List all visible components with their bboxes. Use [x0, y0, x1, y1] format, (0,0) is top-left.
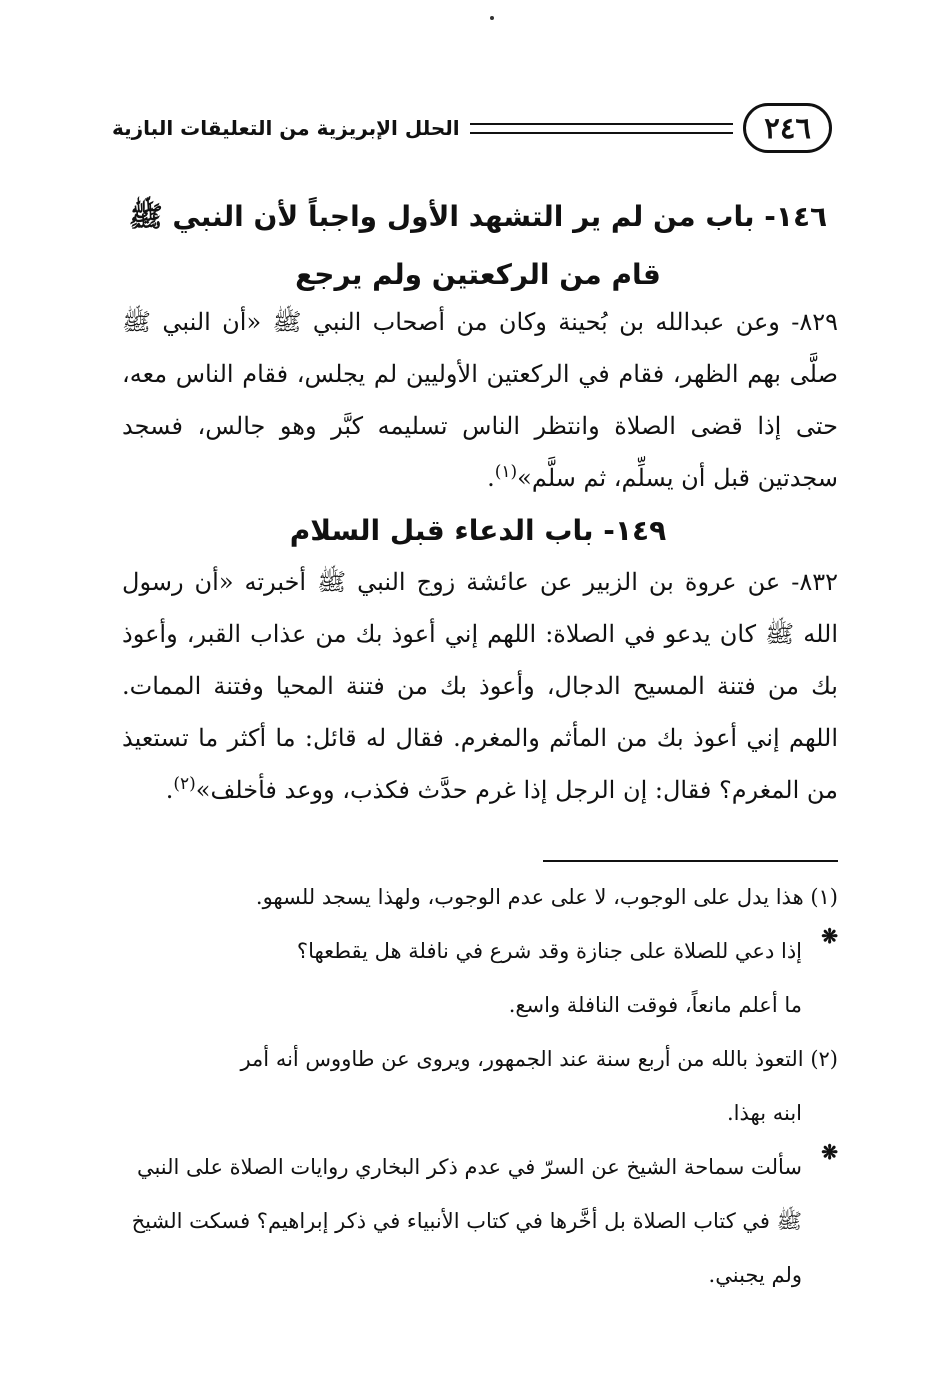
- footnote-ref-1: (١): [494, 462, 518, 482]
- footnote-1-answer: ما أعلم مانعاً، فوقت النافلة واسع.: [508, 993, 802, 1017]
- footnote-2-line2: ابنه بهذا.: [726, 1101, 802, 1125]
- hadith-832: [122, 556, 838, 816]
- page-number: ٢٤٦: [743, 103, 832, 153]
- header-double-rule: [470, 123, 734, 134]
- asterism-icon: ❋: [821, 924, 838, 948]
- footnote-2-question: [122, 1140, 838, 1302]
- period: .: [487, 464, 495, 492]
- footnote-1: (١) هذا يدل على الوجوب، لا على عدم الوجوب، ولهذا يسجد للسهو.: [255, 885, 838, 909]
- hadith-text: ٨٢٩- وعن عبدالله بن بُحينة وكان من أصحاب النبي ﷺ «أن النبي ﷺ صلَّى بهم الظهر، فقام في الركعتين الأوليين لم يجلس، فقام الناس معه، حتى إذا قضى الصلاة وانتظر الناس تسليمه كبَّر وهو جالس، فسجد سجدتين قبل أن يسلِّم، ثم سلَّم»: [122, 308, 838, 492]
- question-text: إذا دعي للصلاة على جنازة وقد شرع في نافلة هل يقطعها؟: [296, 939, 802, 963]
- footnotes-area: [122, 860, 838, 1302]
- footnote-2-line1: (٢) التعوذ بالله من أربع سنة عند الجمهور، ويروى عن طاووس أنه أمر: [240, 1047, 838, 1071]
- asterism-icon: ❋: [821, 1140, 838, 1164]
- footnote-ref-2: (٢): [173, 774, 196, 794]
- period: .: [165, 776, 174, 804]
- chapter-title-149: ١٤٩- باب الدعاء قبل السلام: [289, 514, 667, 547]
- chapter-title-146: ١٤٦- باب من لم ير التشهد الأول واجباً لأن النبي ﷺ قام من الركعتين ولم يرجع: [128, 200, 828, 291]
- footnote-separator: [543, 860, 838, 862]
- page-speck: [490, 16, 494, 20]
- running-header: [112, 100, 832, 156]
- footnote-1-question: [122, 924, 838, 978]
- question-text: سألت سماحة الشيخ عن السرّ في عدم ذكر البخاري روايات الصلاة على النبي ﷺ في كتاب الصلاة بل أخَّرها في كتاب الأنبياء في ذكر إبراهيم؟ فسكت الشيخ ولم يجبني.: [131, 1155, 802, 1287]
- hadith-829: [122, 296, 838, 504]
- book-title: الحلل الإبريزية من التعليقات البازية: [112, 116, 460, 140]
- hadith-text: ٨٣٢- عن عروة بن الزبير عن عائشة زوج النبي ﷺ أخبرته «أن رسول الله ﷺ كان يدعو في الصلاة: اللهم إني أعوذ بك من عذاب القبر، وأعوذ بك من فتنة المسيح الدجال، وأعوذ بك من فتنة المحيا وفتنة الممات. اللهم إني أعوذ بك من المأثم والمغرم. فقال له قائل: ما أكثر ما تستعيذ من المغرم؟ فقال: إن الرجل إذا غرم حدَّث فكذب، ووعد فأخلف»: [122, 568, 838, 804]
